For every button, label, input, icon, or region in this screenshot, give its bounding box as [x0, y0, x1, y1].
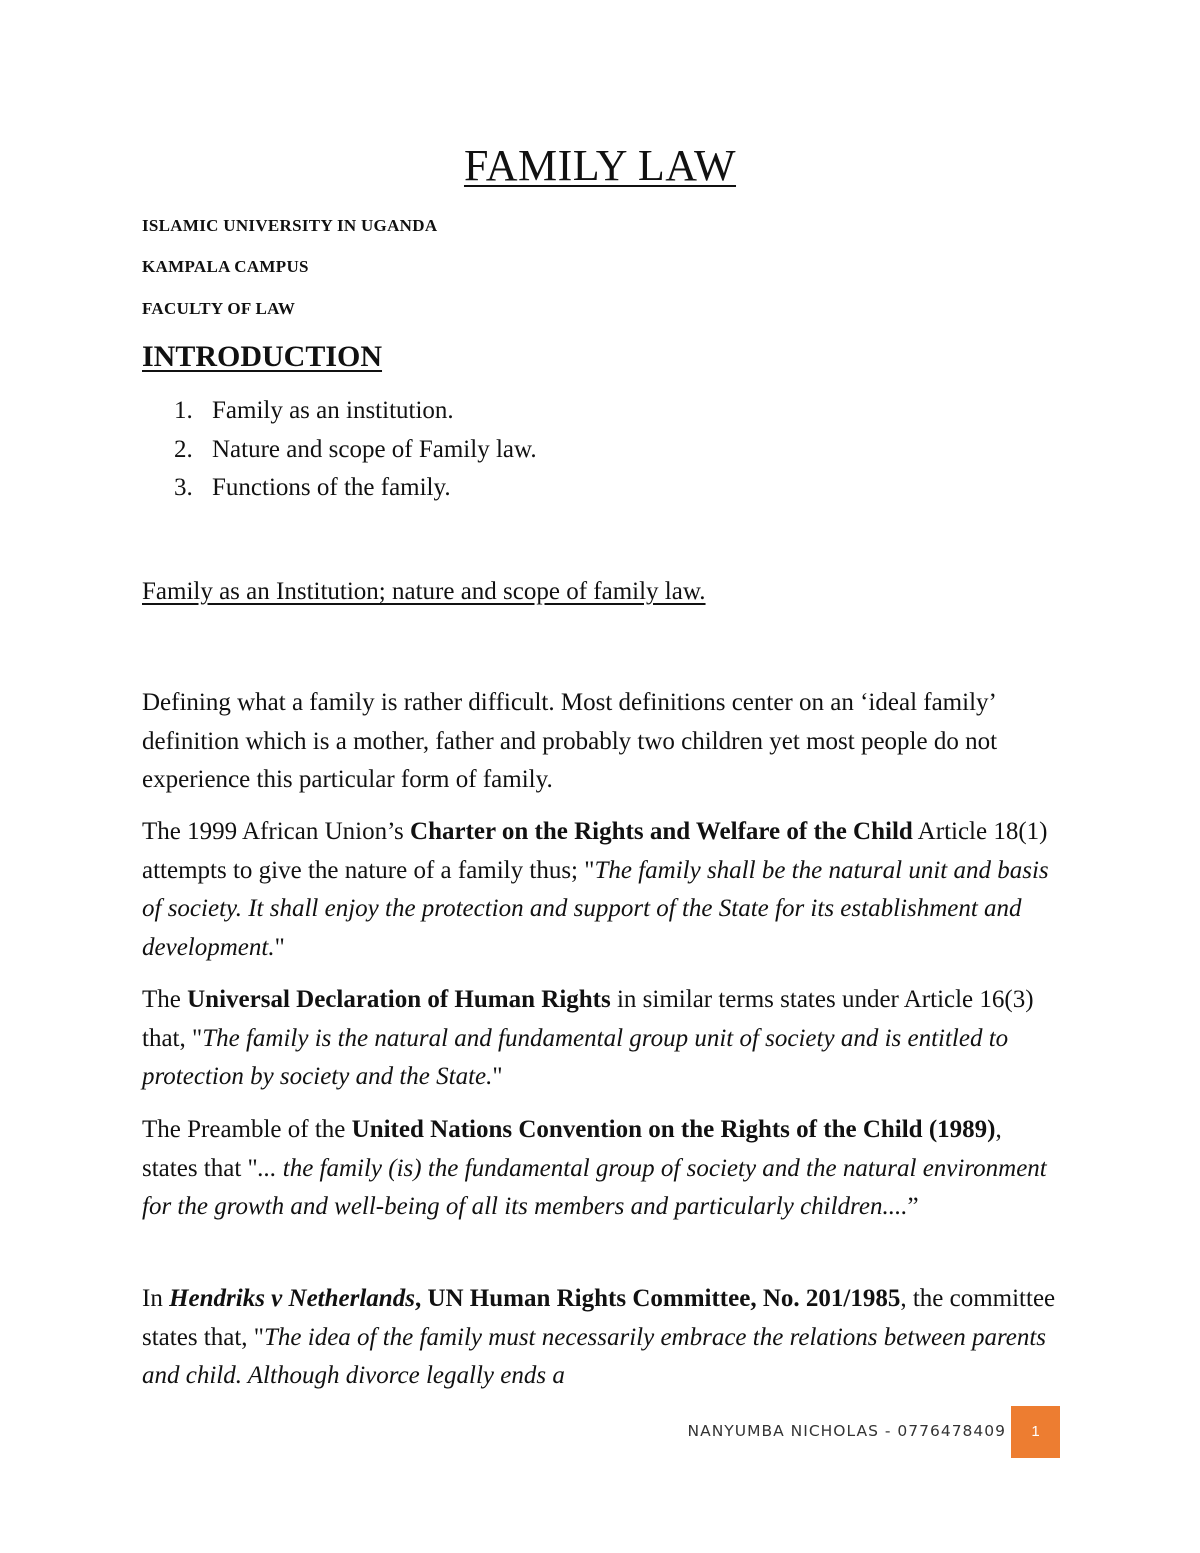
footer-author: NANYUMBA NICHOLAS - 0776478409: [687, 1422, 1006, 1440]
committee-reference: , UN Human Rights Committee, No. 201/1985: [414, 1285, 901, 1312]
paragraph-text: , states that ": [142, 1116, 1002, 1182]
quote-mark: ”: [907, 1193, 919, 1220]
topic-outline: [142, 392, 537, 508]
list-number: 3.: [174, 474, 193, 501]
list-item: [142, 469, 537, 508]
section-heading: Family as an Institution; nature and scope of family law.: [142, 578, 706, 605]
quote-mark: ": [274, 933, 285, 961]
quote-text: The family shall be the natural unit and basis of society. It shall enjoy the protection and support of the State for its establishment and development.: [142, 856, 1049, 961]
paragraph-text: In: [142, 1285, 170, 1312]
list-number: 2.: [174, 435, 193, 463]
paragraph-definition: [142, 684, 1062, 800]
paragraph-text: The: [142, 986, 188, 1013]
paragraph-udhr: [142, 981, 1062, 1097]
list-text: Family as an institution.: [212, 397, 454, 424]
quote-text: ... the family (is) the fundamental group of society and the natural environment for the growth and well-being of all its members and particularly children....: [142, 1154, 1047, 1220]
paragraph-text: Article 18(1) attempts to give the nature of a family thus; ": [142, 818, 1048, 884]
document-title: FAMILY LAW: [463, 141, 737, 190]
paragraph-text: The 1999 African Union’s: [142, 818, 411, 845]
list-item: [142, 431, 537, 470]
page-number-badge: 1: [1011, 1406, 1060, 1458]
quote-mark: ": [492, 1063, 503, 1090]
paragraph-text: , the committee states that, ": [142, 1285, 1056, 1351]
paragraph-text: The Preamble of the: [142, 1116, 352, 1143]
charter-name: Charter on the Rights and Welfare of the Child: [410, 818, 913, 845]
institution-name: ISLAMIC UNIVERSITY IN UGANDA: [142, 216, 438, 235]
campus-name: KAMPALA CAMPUS: [142, 257, 309, 276]
paragraph-uncrc: [142, 1111, 1062, 1227]
convention-name: United Nations Convention on the Rights of the Child (1989): [351, 1116, 996, 1143]
declaration-name: Universal Declaration of Human Rights: [187, 986, 611, 1013]
quote-text: The idea of the family must necessarily embrace the relations between parents and child. Although divorce legally ends a: [142, 1323, 1047, 1389]
introduction-heading: INTRODUCTION: [142, 340, 383, 373]
faculty-name: FACULTY OF LAW: [142, 299, 296, 318]
case-name: Hendriks v Netherlands: [169, 1285, 415, 1312]
list-text: Functions of the family.: [212, 474, 451, 501]
quote-text: The family is the natural and fundamental group unit of society and is entitled to protection by society and the State.: [142, 1024, 1009, 1090]
list-text: Nature and scope of Family law.: [212, 435, 537, 463]
paragraph-hendriks: [142, 1280, 1062, 1396]
list-item: [142, 392, 537, 431]
paragraph-african-charter: [142, 813, 1062, 967]
paragraph-text: in similar terms states under Article 16(3) that, ": [142, 986, 1034, 1052]
paragraph-text: Defining what a family is rather difficult. Most definitions center on an ‘ideal family’ definition which is a mother, father and probably two children yet most people do not experience this particular form of family.: [142, 689, 998, 793]
list-number: 1.: [174, 397, 193, 424]
